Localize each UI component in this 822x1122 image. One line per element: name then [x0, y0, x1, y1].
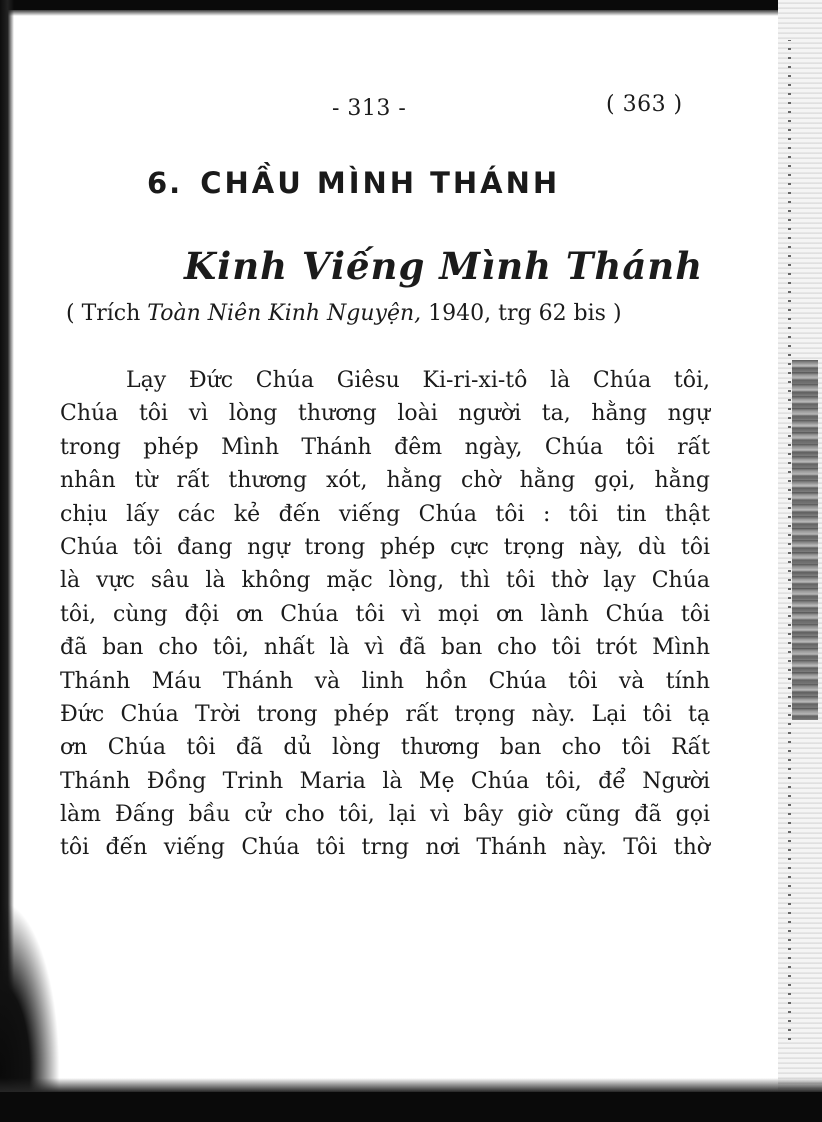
adjacent-page-edge	[778, 0, 822, 1122]
body-line: Lạy Đức Chúa Giêsu Ki-ri-xi-tô là Chúa tôi,	[126, 368, 710, 393]
scan-top-border	[0, 0, 822, 10]
section-title: CHẦU MÌNH THÁNH	[200, 166, 561, 200]
body-line: là vực sâu là không mặc lòng, thì tôi thờ lạy Chúa	[60, 568, 710, 594]
page-number: - 313 -	[332, 96, 407, 121]
body-line: tôi đến viếng Chúa tôi trng nơi Thánh này. Tôi thờ	[60, 835, 710, 861]
citation-book: Toàn Niên Kinh Nguyện,	[147, 301, 422, 326]
body-line: trong phép Mình Thánh đêm ngày, Chúa tôi rất	[60, 434, 710, 460]
body-line: Thánh Đồng Trinh Maria là Mẹ Chúa tôi, để Người	[60, 768, 710, 794]
bleed-through-text	[792, 360, 818, 720]
body-line: chịu lấy các kẻ đến viếng Chúa tôi : tôi tin thật	[60, 501, 710, 527]
scan-bottom-shadow	[0, 1078, 822, 1092]
section-heading	[147, 166, 560, 200]
body-line: Thánh Máu Thánh và linh hồn Chúa tôi và tính	[60, 668, 710, 694]
body-line: Chúa tôi đang ngự trong phép cực trọng này, dù tôi	[60, 534, 710, 560]
prayer-title: Kinh Viếng Mình Thánh	[184, 244, 704, 288]
citation-details: 1940, trg 62 bis )	[421, 301, 622, 326]
body-line: đã ban cho tôi, nhất là vì đã ban cho tôi trót Mình	[60, 635, 710, 661]
section-number: 6.	[147, 166, 183, 200]
scan-bottom-border	[0, 1092, 822, 1122]
spine-speckle	[788, 40, 791, 1040]
body-line: ơn Chúa tôi đã dủ lòng thương ban cho tôi Rất	[60, 735, 710, 761]
body-line: Chúa tôi vì lòng thương loài người ta, hằng ngự	[60, 401, 710, 427]
prayer-body	[60, 368, 710, 869]
body-line: làm Đấng bầu cử cho tôi, lại vì bây giờ cũng đã gọi	[60, 802, 710, 828]
body-line: tôi, cùng đội ơn Chúa tôi vì mọi ơn lành Chúa tôi	[60, 601, 710, 627]
body-line: Đức Chúa Trời trong phép rất trọng này. Lại tôi tạ	[60, 701, 710, 727]
original-page-number: ( 363 )	[606, 92, 683, 117]
body-line: nhân từ rất thương xót, hằng chờ hằng gọi, hằng	[60, 468, 710, 494]
scan-top-shadow	[0, 10, 822, 16]
source-citation	[66, 301, 622, 326]
scan-binding-shadow	[0, 900, 60, 1100]
citation-prefix: ( Trích	[66, 301, 148, 326]
